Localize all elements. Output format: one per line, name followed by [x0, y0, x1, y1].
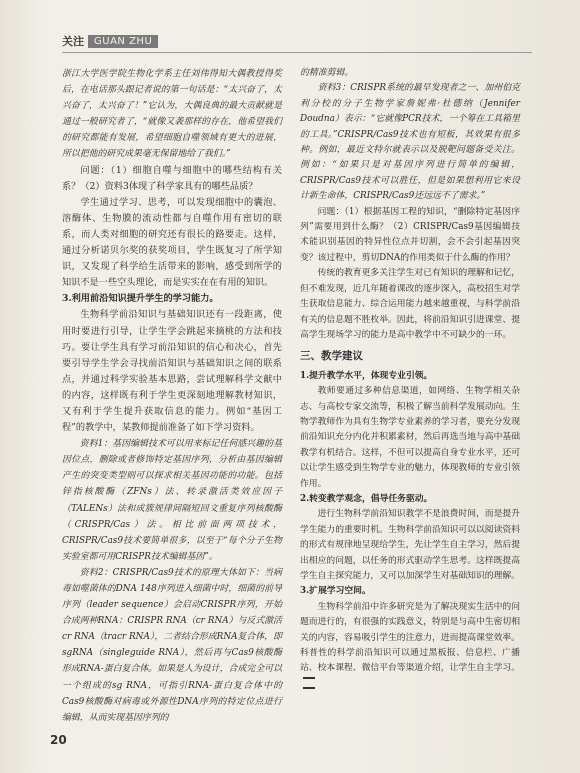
left-paragraph: 资料2：CRISPR/Cas9技术的原理大体如下：当病毒如噬菌体的DNA 148序列进入细菌中时，细菌的前导序列（leader sequence）会启动CRISPR序列，开始合成两种RNA：CRISPR RNA（cr RNA）与反式激活cr RNA（tracr RNA），二者结合形成RNA复合体，即sgRNA（singleguide RNA），然后再与Cas9核酸酶形成RNA-蛋白复合体。如果是人为设计，合成完全可以一个组成的sg RNA，可指引RNA-蛋白复合体中的Cas9核酸酶对病毒或外源性DNA序列的特定位点进行编辑，从而实现基因序列的	[62, 567, 282, 723]
section-label-pinyin: GUAN ZHU	[88, 35, 158, 48]
header-rule	[62, 52, 532, 53]
right-paragraph: 的精准剪辑。	[300, 68, 354, 78]
right-paragraph: 教师要通过多种信息渠道，如网络、生物学相关杂志、与高校专家交流等，积极了解当前科学发展动向。生物学教师作为具有生物学专业素养的学习者，要充分发现前沿知识充分内化并积累素材，然后再选当地与高中基础教学有机结合。这样，不但可以提高自身专业水平，还可以让学生感受到生物学专业的魅力，体现教师的专业引领作用。	[300, 386, 520, 489]
right-paragraph: 3.扩展学习空间。	[300, 586, 371, 597]
right-column	[300, 66, 520, 692]
left-paragraph: 问题：（1）细胞自噬与细胞中的哪些结构有关系？（2）资料3体现了科学家具有的哪些品质？	[62, 164, 282, 192]
right-paragraph: 传统的教育更多关注学生对已有知识的理解和记忆，但不难发现，近几年随着课改的逐步深入，高校招生对学生获取信息能力、综合运用能力越来越重视，与科学前沿有关的信息题不胜枚举。因此，将前沿知识引进课堂、提高学生现场学习的能力是高中教学中不可缺少的一环。	[300, 268, 520, 340]
left-paragraph: 浙江大学医学院生物化学系主任刘伟得知大偶教授得奖后，在电话那头跟记者说的第一句话是：“太兴奋了，太兴奋了，太兴奋了！”它认为，大偶良典的最大贡献就是通过一般研究者了，“就像又袭那样的存在，他希望我们的研究都能有发展，希望细胞自噬领域有更大的进展，所以把他的研究成果毫无保留地给了我们。”	[62, 69, 282, 160]
end-of-article-icon	[303, 677, 315, 689]
right-paragraph: 2.转变教学观念，倡导任务驱动。	[300, 493, 433, 504]
right-paragraph: 问题：（1）根据基因工程的知识，“删除特定基因序列”需要用到什么酶？（2）CRISPR/Cas9基因编辑技术能识别基因的特异性位点并切割，会不会引起基因突变？该过程中，剪切DNA的作用类似于什么酶的作用？	[300, 206, 520, 263]
left-paragraph: 生物科学前沿知识与基础知识还有一段距离，使用时要进行引导，让学生学会跳起来摘桃的方法和技巧。要让学生具有学习前沿知识的信心和决心，首先要引导学生学会寻找前沿知识与基础知识之间的联系点，并通过科学实验基本思路，尝试理解科学文献中的内容，这样既有利于学生更深刻地理解教材知识，又有利于学生提升获取信息的能力。例如“基因工程”的教学中，某教师提前准备了如下学习资料。	[62, 309, 282, 434]
right-paragraph: 生物科学前沿中许多研究是为了解决现实生活中的问题而进行的，有很强的实践意义，特别是与高中生密切相关的内容，容易吸引学生的注意力，进而提高课堂效率。科普性的科学前沿知识可以通过黑板报、信息栏、广播站、校本课程、微信平台等渠道介绍，让学生自主学习。	[300, 600, 520, 692]
section-label: 关注	[62, 35, 84, 48]
right-paragraph: 1.提升教学水平，体现专业引领。	[300, 370, 433, 381]
page-number: 20	[50, 733, 67, 747]
right-paragraph: 资料3：CRISPR系统的最早发现者之一、加州伯克利分校的分子生物学家詹妮弗·杜德纳（Jennifer Doudna）表示：“它就像PCR技术，一个筹在工具箱里的工具。”CRISPR/Cas9技术也有短板，其效果有很多种。例如，最近文特尔就表示以及脱靶问题备受关注。例如：“如果只是对基因序列进行简单的编辑，CRISPR/Cas9技术可以胜任，但是如果想利用它来设计新生命体，CRISPR/Cas9还远远不了需求。”	[300, 83, 520, 202]
left-column	[62, 66, 282, 726]
right-paragraph: 三、教学建议	[300, 350, 363, 363]
section-header	[62, 32, 158, 50]
left-paragraph: 资料1：基因编辑技术可以用来标记任何感兴趣的基因位点，删除或者修饰特定基因序列，分析由基因编辑产生的突变类型则可以探求相关基因功能的功能。包括锌指核酸酶（ZFNs）法、转录激活类效应因子（TALENs）法和成簇规律间隔短回文重复序列核酸酶（CRISPR/Cas）法。相比前面两项技术，CRISPR/Cas9技术要简单很多，以至于“每个分子生物实验室都可用CRISPR技术编辑基因”。	[62, 439, 282, 562]
left-paragraph: 3.利用前沿知识提升学生的学习能力。	[62, 293, 219, 305]
left-paragraph: 学生通过学习、思考，可以发现细胞中的囊泡、溶酶体、生物膜的流动性都与自噬作用有密切的联系，而人类对细胞的研究还有很长的路要走。这样，通过分析诺贝尔奖的获奖项目，学生既复习了所学知识，又发现了科学给生活带来的影响，感受到所学的知识不是一些空头理论，而是实实在在有用的知识。	[62, 196, 282, 289]
right-paragraph: 进行生物科学前沿知识教学不是浪费时间，而是提升学生能力的重要时机。生物科学前沿知识可以以阅读资料的形式有规律地呈现给学生，先让学生自主学习，然后提出相应的问题，以任务的形式驱动学生思考。这样既提高学生自主探究能力，又可以加深学生对基础知识的理解。	[300, 509, 520, 581]
